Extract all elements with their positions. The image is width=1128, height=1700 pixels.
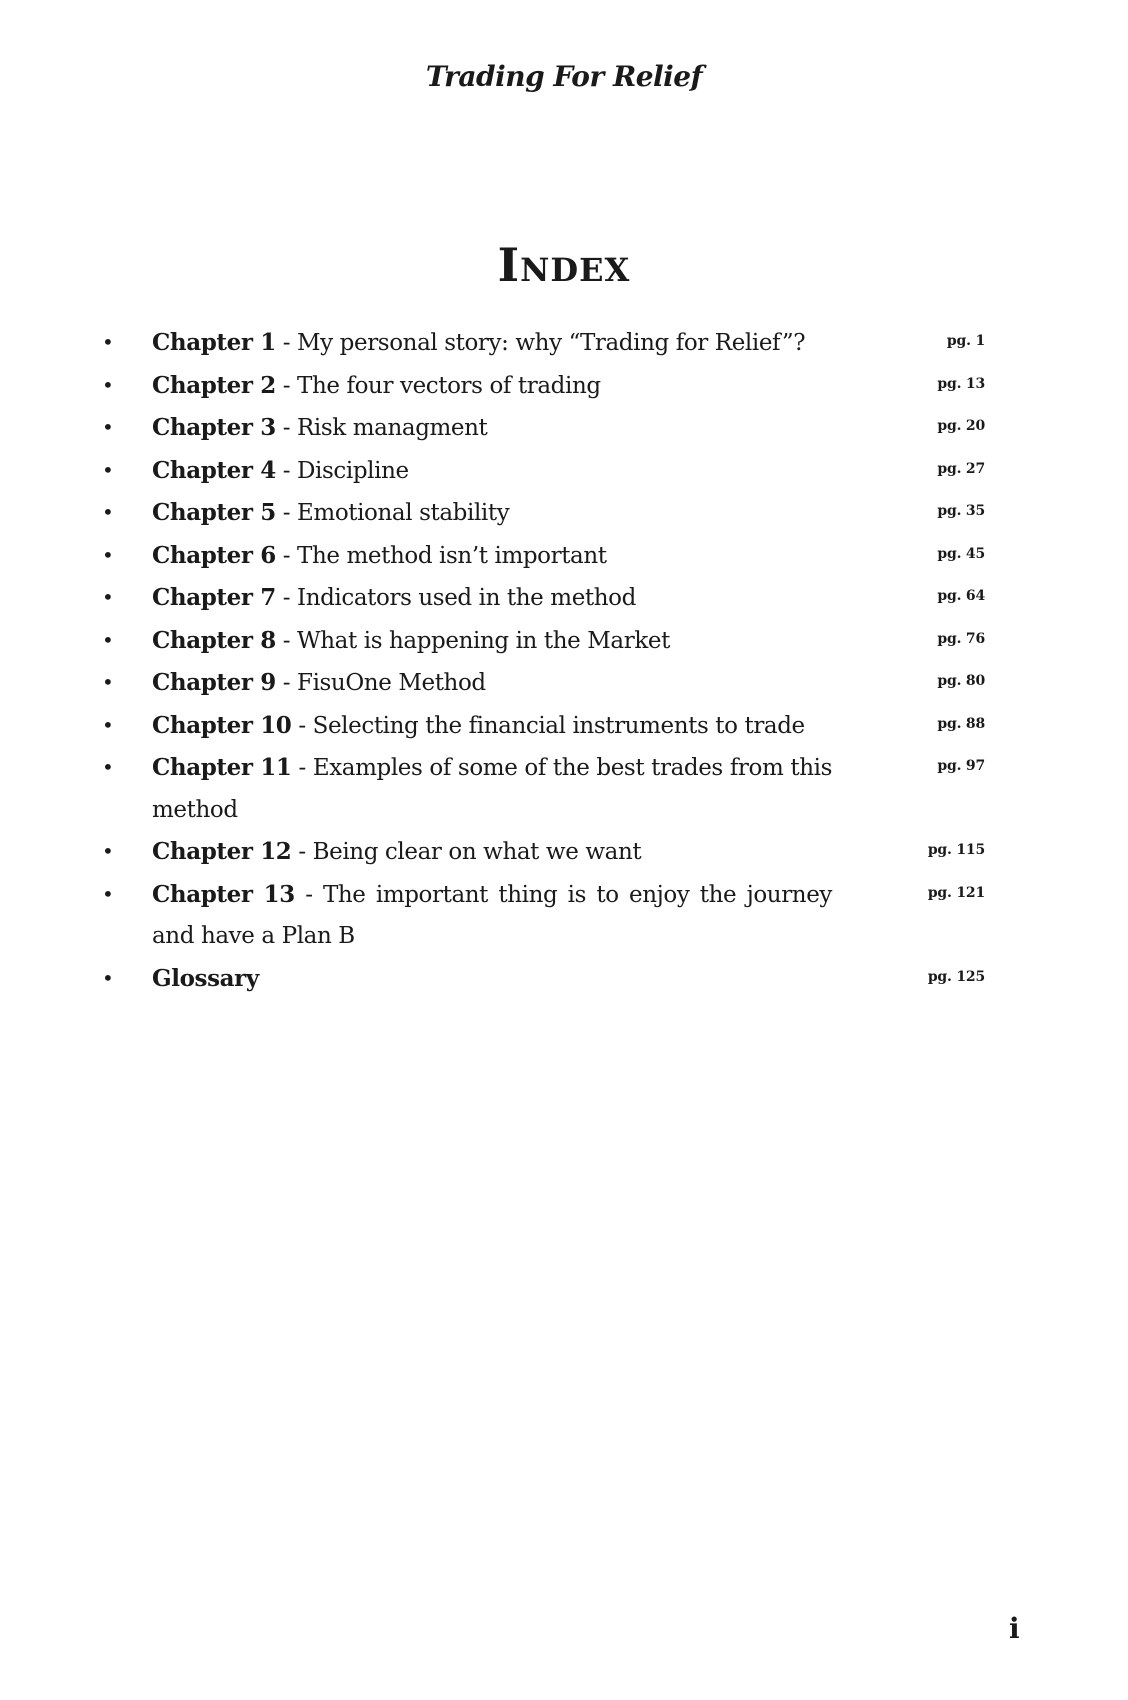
bullet-icon: • (102, 839, 114, 863)
entry-title: Indicators used in the method (297, 585, 636, 611)
bullet-icon: • (102, 881, 114, 906)
entry-text (152, 620, 832, 663)
entry-label: Chapter 6 (152, 541, 276, 569)
bullet-icon: • (102, 457, 114, 482)
entry-text (152, 577, 832, 620)
entry-title: My personal story: why “Trading for Relief”? (297, 330, 806, 356)
entry-text (152, 831, 832, 874)
entry-title: FisuOne Method (297, 670, 486, 696)
entry-separator: - (291, 755, 313, 781)
entry-title: What is happening in the Market (297, 627, 670, 654)
toc-entry-chapter-11[interactable] (0, 747, 1128, 831)
bullet-icon: • (102, 712, 114, 737)
toc-entry-glossary[interactable] (0, 958, 1128, 1001)
entry-text (152, 747, 832, 831)
entry-title: Discipline (297, 457, 409, 484)
entry-title: Selecting the financial instruments to trade (312, 712, 805, 739)
entry-separator: - (275, 670, 298, 696)
entry-title: Risk managment (297, 415, 488, 441)
bullet-icon: • (102, 965, 114, 990)
entry-separator: - (275, 415, 298, 441)
bullet-icon: • (102, 670, 114, 694)
bullet-icon: • (102, 330, 114, 354)
entry-page: pg. 1 (946, 333, 985, 349)
toc-entry-chapter-12[interactable] (0, 831, 1128, 874)
entry-page: pg. 76 (937, 630, 985, 647)
entry-text (152, 322, 832, 365)
bullet-icon: • (102, 372, 114, 397)
entry-label: Chapter 10 (152, 711, 292, 739)
entry-label: Chapter 7 (152, 584, 276, 611)
entry-separator: - (275, 457, 298, 484)
toc-entry-chapter-13[interactable] (0, 874, 1128, 958)
entry-page: pg. 20 (937, 418, 985, 434)
entry-separator: - (275, 542, 298, 569)
bullet-icon: • (102, 755, 114, 779)
entry-title: The four vectors of trading (297, 372, 601, 399)
entry-text (152, 958, 832, 1001)
toc-entry-chapter-1[interactable] (0, 322, 1128, 365)
entry-label: Chapter 1 (152, 329, 276, 356)
toc-entry-chapter-3[interactable] (0, 407, 1128, 450)
entry-label: Chapter 8 (152, 626, 276, 654)
entry-separator: - (275, 585, 298, 611)
entry-label: Chapter 11 (152, 754, 292, 781)
bullet-icon: • (102, 500, 114, 524)
entry-page: pg. 121 (927, 884, 985, 901)
toc-entry-chapter-2[interactable] (0, 365, 1128, 408)
entry-text (152, 874, 832, 958)
entry-text (152, 535, 832, 578)
entry-page: pg. 80 (937, 673, 985, 689)
toc-entry-chapter-6[interactable] (0, 535, 1128, 578)
entry-separator: - (275, 627, 298, 654)
entry-page: pg. 125 (927, 968, 985, 985)
entry-label: Chapter 3 (152, 414, 276, 441)
entry-label: Chapter 2 (152, 371, 276, 399)
toc-entry-chapter-5[interactable] (0, 492, 1128, 535)
entry-title: Examples of some of the best trades from this method (152, 755, 832, 823)
entry-text (152, 705, 832, 748)
entry-text (152, 407, 832, 450)
bullet-icon: • (102, 542, 114, 567)
entry-page: pg. 13 (937, 375, 985, 392)
bullet-icon: • (102, 415, 114, 439)
entry-text (152, 492, 832, 535)
bullet-icon: • (102, 627, 114, 652)
entry-text (152, 450, 832, 493)
page-title: Index (497, 238, 631, 292)
entry-title: Emotional stability (297, 500, 510, 526)
toc-entry-chapter-9[interactable] (0, 662, 1128, 705)
entry-separator: - (291, 712, 313, 739)
entry-label: Chapter 13 (152, 880, 295, 908)
bullet-icon: • (102, 585, 114, 609)
entry-title: Being clear on what we want (312, 839, 642, 865)
entry-text (152, 365, 832, 408)
entry-separator: - (275, 500, 298, 526)
entry-page: pg. 27 (937, 460, 985, 477)
entry-text (152, 662, 832, 705)
entry-separator: - (275, 372, 298, 399)
toc-entry-chapter-8[interactable] (0, 620, 1128, 663)
entry-label: Glossary (152, 964, 259, 992)
running-head: Trading For Relief (425, 60, 703, 93)
entry-label: Chapter 5 (152, 499, 276, 526)
table-of-contents (0, 322, 1128, 1000)
entry-page: pg. 88 (937, 715, 985, 732)
entry-page: pg. 35 (937, 503, 985, 519)
toc-entry-chapter-10[interactable] (0, 705, 1128, 748)
entry-separator: - (291, 839, 313, 865)
entry-page: pg. 45 (937, 545, 985, 562)
entry-label: Chapter 4 (152, 456, 276, 484)
entry-label: Chapter 12 (152, 838, 292, 865)
entry-page: pg. 64 (937, 588, 985, 604)
entry-label: Chapter 9 (152, 669, 276, 696)
entry-separator: - (275, 330, 298, 356)
entry-title: The important thing is to enjoy the journey and have a Plan B (152, 881, 833, 949)
toc-entry-chapter-4[interactable] (0, 450, 1128, 493)
toc-entry-chapter-7[interactable] (0, 577, 1128, 620)
entry-title: The method isn’t important (297, 542, 607, 569)
entry-separator: - (294, 881, 323, 908)
entry-page: pg. 97 (937, 758, 985, 774)
page-number: i (1009, 1612, 1020, 1645)
entry-page: pg. 115 (927, 842, 985, 858)
